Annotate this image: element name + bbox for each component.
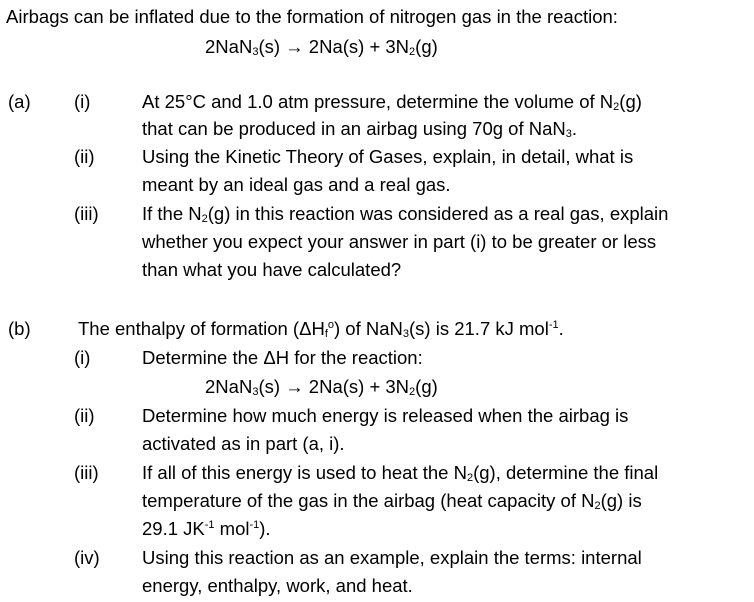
question-a-iii-number: (iii) bbox=[74, 203, 99, 224]
question-b-ii-line2: activated as in part (a, i). bbox=[142, 433, 345, 454]
question-a-iii-line1: If the $N_2(g)$ in this reaction was considered as a real gas, explain bbox=[142, 203, 669, 225]
question-a-iii-line3: than what you have calculated? bbox=[142, 259, 402, 280]
question-a-i-line1: At 25°C and 1.0 atm pressure, determine the volume of $N_2(g)$ bbox=[142, 91, 642, 113]
question-b-iii-line3: 29.1 $JK^{-1}$ mol$^{-1}$). bbox=[142, 518, 271, 539]
question-b-iii-number: (iii) bbox=[74, 462, 99, 483]
reaction-equation: $2NaN_3(s) \to 2Na(s) + 3N_2(g)$ bbox=[205, 36, 438, 58]
question-b-i-number: (i) bbox=[74, 347, 91, 368]
part-a-label: (a) bbox=[8, 91, 31, 112]
question-b-ii-number: (ii) bbox=[74, 405, 95, 426]
question-a-i-line2: that can be produced in an airbag using 70g of NaN$_3$. bbox=[142, 118, 578, 140]
part-b-intro: The enthalpy of formation $(\Delta H_f^o)$ of NaN$_3$(s) is 21.7 kJ mol$^{-1}$. bbox=[78, 318, 564, 340]
question-a-ii-number: (ii) bbox=[74, 146, 95, 167]
question-b-iv-line2: energy, enthalpy, work, and heat. bbox=[142, 575, 413, 596]
question-b-iv-number: (iv) bbox=[74, 547, 100, 568]
question-b-i-equation: $2NaN_3(s) \to 2Na(s) + 3N_2(g)$ bbox=[205, 376, 438, 398]
intro-text: Airbags can be inflated due to the formation of nitrogen gas in the reaction: bbox=[6, 6, 618, 27]
question-a-ii-line2: meant by an ideal gas and a real gas. bbox=[142, 174, 451, 195]
question-a-i-number: (i) bbox=[74, 91, 91, 112]
question-a-ii-line1: Using the Kinetic Theory of Gases, explain, in detail, what is bbox=[142, 146, 634, 167]
question-a-iii-line2: whether you expect your answer in part (i) to be greater or less bbox=[142, 231, 657, 252]
question-b-iv-line1: Using this reaction as an example, explain the terms: internal bbox=[142, 547, 642, 568]
question-b-i-line1: Determine the ΔH for the reaction: bbox=[142, 347, 423, 368]
question-b-ii-line1: Determine how much energy is released when the airbag is bbox=[142, 405, 629, 426]
question-b-iii-line2: temperature of the gas in the airbag (heat capacity of $N_2(g)$ is bbox=[142, 490, 642, 512]
part-b-label: (b) bbox=[8, 318, 31, 339]
question-b-iii-line1: If all of this energy is used to heat the $N_2(g)$, determine the final bbox=[142, 462, 659, 484]
